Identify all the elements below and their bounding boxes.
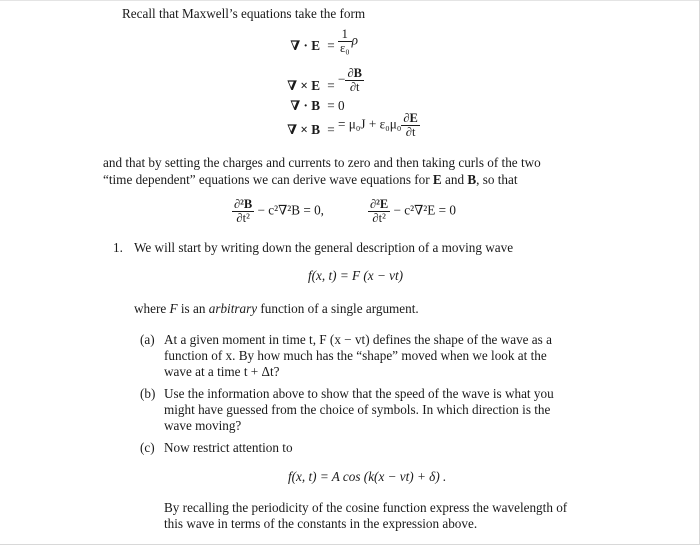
gauss-e-fraction [338, 28, 352, 55]
wave-equation-e [368, 198, 456, 225]
paragraph-line-2 [103, 172, 518, 188]
ampere-law [0, 111, 700, 140]
intro-text: Recall that Maxwell’s equations take the form [122, 6, 366, 21]
top-border [0, 0, 700, 1]
para-line2-pre: “time dependent” equations we can derive wave equations for [103, 172, 433, 187]
faraday-sign: − [338, 71, 346, 87]
part-c-formula: f(x, t) = A cos (k(x − vt) + δ) . [288, 469, 447, 484]
faraday-law [0, 66, 700, 96]
where-pre: where [134, 301, 170, 316]
ampere-den: ∂t [405, 125, 416, 140]
wave-e-rest: − c²∇²E = 0 [393, 202, 456, 218]
faraday-equals: = [327, 78, 335, 93]
part-a-line-2: function of x. By how much has the “shape” moved when we look at the [164, 348, 547, 363]
gauss-e-rho: ρ [351, 32, 358, 48]
part-a-line-3: wave at a time t + Δt? [164, 364, 280, 379]
para-line2-e: E [432, 172, 442, 187]
gauss-b-rhs: 0 [338, 98, 345, 113]
part-c-line-2: By recalling the periodicity of the cosine function express the wavelength of [164, 500, 568, 515]
ampere-num: ∂E [403, 111, 418, 125]
where-arbitrary: arbitrary [208, 301, 258, 316]
wave-b-rest: − c²∇²B = 0, [257, 202, 324, 218]
faraday-den: ∂t [349, 80, 360, 95]
ampere-terms: = μ₀J + ε₀μ₀ [338, 116, 402, 132]
ampere-rhs [338, 112, 420, 139]
where-mid: is an [177, 301, 209, 316]
where-f: F [169, 301, 178, 316]
wave-equation-b [232, 198, 324, 225]
where-post: function of a single argument. [257, 301, 419, 316]
wave-e-den: ∂t² [372, 211, 386, 226]
paragraph-line-1: and that by setting the charges and currents to zero and then taking curls of the two [103, 155, 541, 170]
gauss-e-rhs [338, 28, 358, 55]
q1-formula: f(x, t) = F (x − vt) [308, 268, 404, 283]
part-c-line-3: this wave in terms of the constants in the expression above. [164, 516, 478, 531]
ampere-lhs: ∇ × B [287, 122, 320, 137]
wave-b-num: ∂²B [234, 197, 253, 211]
gauss-e-lhs: ∇ · E [290, 38, 320, 53]
gauss-b-lhs: ∇ · B [290, 98, 320, 113]
part-a-label: (a) [140, 332, 155, 347]
part-c-label: (c) [140, 440, 155, 455]
q1-where-line [134, 301, 419, 317]
para-line2-b: B [467, 172, 477, 187]
para-line2-post: , so that [476, 172, 518, 187]
ampere-fraction [401, 112, 420, 139]
gauss-e-num: 1 [338, 28, 352, 42]
part-b-label: (b) [140, 386, 156, 401]
wave-e-fraction [368, 198, 390, 225]
para-line2-and: and [441, 172, 468, 187]
gauss-e-equals: = [327, 38, 335, 53]
q1-number: 1. [113, 240, 123, 255]
q1-text: We will start by writing down the general description of a moving wave [134, 240, 514, 255]
part-b-line-1: Use the information above to show that the speed of the wave is what you [164, 386, 554, 401]
gauss-e-den: ε₀ [340, 41, 350, 56]
part-b-line-3: wave moving? [164, 418, 242, 433]
faraday-num: ∂B [347, 66, 362, 80]
faraday-rhs [338, 67, 364, 94]
wave-b-fraction [232, 198, 254, 225]
faraday-fraction [345, 67, 364, 94]
part-b-line-2: might have guessed from the choice of symbols. In which direction is the [164, 402, 551, 417]
faraday-lhs: ∇ × E [287, 78, 320, 93]
gauss-law-e [0, 27, 700, 56]
wave-b-den: ∂t² [236, 211, 250, 226]
part-c-line-1: Now restrict attention to [164, 440, 293, 455]
ampere-equals: = [327, 122, 335, 137]
gauss-b-equals: = [327, 98, 335, 113]
wave-e-num: ∂²E [370, 197, 389, 211]
part-a-line-1: At a given moment in time t, F (x − vt) defines the shape of the wave as a [164, 332, 552, 347]
